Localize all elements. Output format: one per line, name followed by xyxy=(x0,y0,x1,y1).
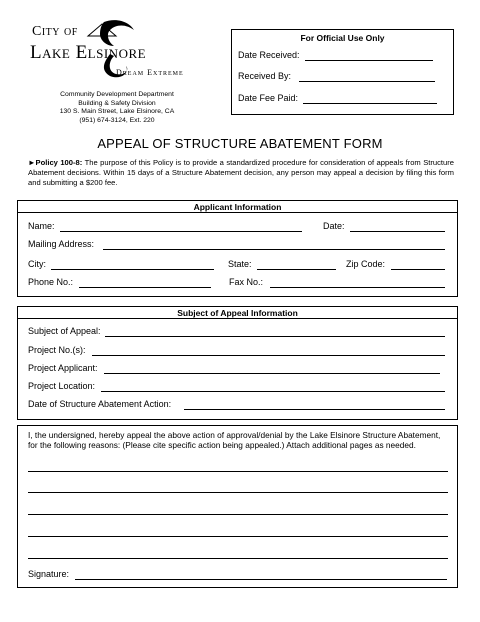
state-label: State: xyxy=(228,259,252,269)
logo-lake-elsinore: Lake Elsinore xyxy=(30,42,147,63)
project-no-field[interactable] xyxy=(92,355,445,356)
subject-header: Subject of Appeal Information xyxy=(177,308,298,318)
date-received-label: Date Received: xyxy=(238,50,300,60)
date-label: Date: xyxy=(323,221,345,231)
city-field[interactable] xyxy=(51,269,214,270)
fax-label: Fax No.: xyxy=(229,277,264,287)
policy-text: The purpose of this Policy is to provide a standardized procedure for consideration of appeals from Structure Abatement decisions. Within 15 days of a Structure Abatement decision, any person may appeal a decision by filing this form and submitting a $200 fee. xyxy=(28,158,455,187)
reason-line-2[interactable] xyxy=(28,492,448,493)
received-by-field[interactable] xyxy=(299,81,435,82)
name-field[interactable] xyxy=(60,231,302,232)
policy-marker: ►Policy 100-8: xyxy=(28,158,83,167)
date-fee-paid-field[interactable] xyxy=(303,103,437,104)
date-of-action-label: Date of Structure Abatement Action: xyxy=(28,399,172,409)
state-field[interactable] xyxy=(257,269,336,270)
fax-field[interactable] xyxy=(270,287,445,288)
city-label: City: xyxy=(28,259,46,269)
project-applicant-field[interactable] xyxy=(104,373,440,374)
date-fee-paid-label: Date Fee Paid: xyxy=(238,93,299,103)
date-field[interactable] xyxy=(350,231,445,232)
project-location-field[interactable] xyxy=(101,391,445,392)
department-line-1: Community Development Department xyxy=(60,91,174,98)
reason-line-1[interactable] xyxy=(28,471,448,472)
signature-field[interactable] xyxy=(75,579,447,580)
project-applicant-label: Project Applicant: xyxy=(28,363,98,373)
subject-of-appeal-field[interactable] xyxy=(105,336,445,337)
phone-field[interactable] xyxy=(79,287,211,288)
mailing-address-label: Mailing Address: xyxy=(28,239,95,249)
date-of-action-field[interactable] xyxy=(184,409,445,410)
form-title: APPEAL OF STRUCTURE ABATEMENT FORM xyxy=(97,136,383,151)
project-no-label: Project No.(s): xyxy=(28,345,86,355)
received-by-label: Received By: xyxy=(238,71,292,81)
phone-label: Phone No.: xyxy=(28,277,74,287)
mailing-address-field[interactable] xyxy=(103,249,445,250)
department-line-4: (951) 674-3124, Ext. 220 xyxy=(79,116,155,124)
signature-label: Signature: xyxy=(28,569,70,579)
applicant-header-rule xyxy=(17,212,458,213)
subject-header-rule xyxy=(17,318,458,319)
policy-paragraph xyxy=(28,158,454,188)
logo-city-of: City of xyxy=(32,24,78,39)
zip-field[interactable] xyxy=(391,269,445,270)
reason-line-3[interactable] xyxy=(28,514,448,515)
appeal-statement: I, the undersigned, hereby appeal the above action of approval/denial by the Lake Elsinore Structure Abatement, for the following reasons: (Please cite specific action being appealed.) Attach additional pages as needed. xyxy=(28,430,441,450)
date-received-field[interactable] xyxy=(305,60,433,61)
project-location-label: Project Location: xyxy=(28,381,96,391)
department-line-3: 130 S. Main Street, Lake Elsinore, CA xyxy=(59,108,175,116)
department-info xyxy=(22,91,212,125)
reason-line-5[interactable] xyxy=(28,558,448,559)
department-line-2: Building & Safety Division xyxy=(78,99,156,107)
logo-dream-extreme: Dream Extreme xyxy=(116,68,184,77)
subject-of-appeal-label: Subject of Appeal: xyxy=(28,326,101,336)
reason-line-4[interactable] xyxy=(28,536,448,537)
zip-label: Zip Code: xyxy=(346,259,386,269)
name-label: Name: xyxy=(28,221,55,231)
official-use-title: For Official Use Only xyxy=(300,33,385,43)
applicant-header: Applicant Information xyxy=(193,202,282,212)
